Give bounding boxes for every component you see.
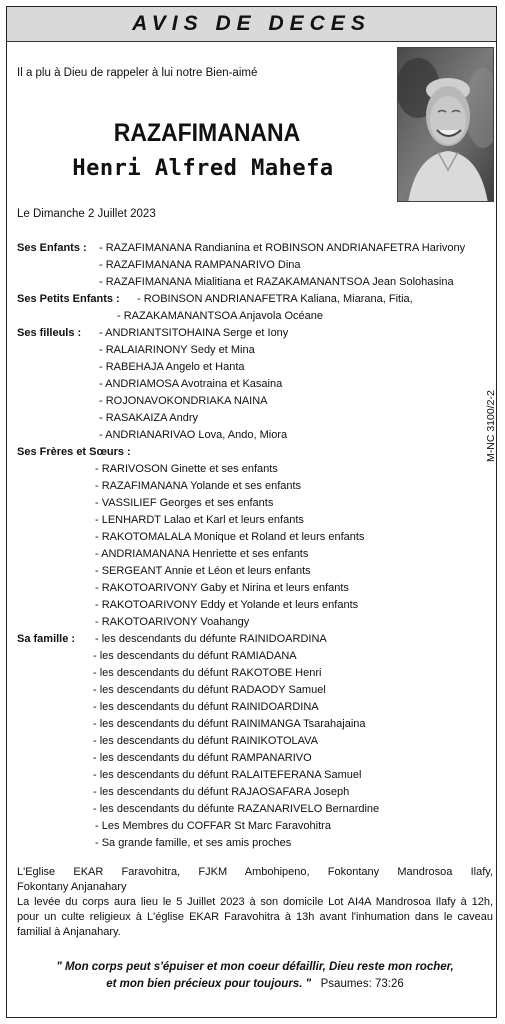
list-item: - les descendants du défunt RAMPANARIVO (93, 752, 312, 764)
levee-line-2: pour un culte religieux à L'église EKAR Faravohitra à 13h avant l'inhumation dans le caveau (17, 911, 493, 923)
eglise-line-2: Fokontany Anjanahary (17, 881, 127, 893)
list-item: - les descendants du défunt RADAODY Samuel (93, 684, 326, 696)
eglise-line-1: L'Eglise EKAR Faravohitra, FJKM Ambohipeno, Fokontany Mandrosoa Ilafy, (17, 866, 493, 878)
petits-enfants-label: Ses Petits Enfants : (17, 293, 120, 305)
list-item: - RAKOTOARIVONY Gaby et Nirina et leurs enfants (95, 582, 349, 594)
list-item: - RAKOTOARIVONY Eddy et Yolande et leurs enfants (95, 599, 359, 611)
intro-text: Il a plu à Dieu de rappeler à lui notre Bien-aimé (17, 67, 258, 79)
famille-label: Sa famille : (17, 633, 76, 645)
list-item: - RARIVOSON Ginette et ses enfants (95, 463, 278, 475)
quote-line-1 (17, 959, 493, 976)
list-item: - RASAKAIZA Andry (99, 412, 199, 424)
deceased-given-names: Henri Alfred Mahefa (72, 156, 334, 181)
list-item: - RABEHAJA Angelo et Hanta (99, 361, 245, 373)
levee-line-3: familial à Anjanahary. (17, 926, 121, 938)
reference-code: M-NC 3100/2-2 (485, 390, 497, 462)
list-item: - ANDRIANARIVAO Lova, Ando, Miora (99, 429, 288, 441)
list-item: - SERGEANT Annie et Léon et leurs enfants (95, 565, 311, 577)
list-item: - RAZAFIMANANA Mialitiana et RAZAKAMANANTSOA Jean Solohasina (99, 276, 454, 288)
list-item: - les descendants du défunte RAZANARIVELO Bernardine (93, 803, 380, 815)
list-item: - RALAIARINONY Sedy et Mina (99, 344, 255, 356)
list-item: - les descendants du défunte RAINIDOARDINA (95, 633, 327, 645)
list-item: - VASSILIEF Georges et ses enfants (95, 497, 274, 509)
list-item: - ANDRIANTSITOHAINA Serge et Iony (99, 327, 289, 339)
list-item: - ANDRIAMOSA Avotraina et Kasaina (99, 378, 283, 390)
death-date: Le Dimanche 2 Juillet 2023 (17, 208, 156, 220)
notice-title: AVIS DE DECES (132, 12, 371, 35)
list-item: - les descendants du défunt RAJAOSAFARA Joseph (93, 786, 350, 798)
quote-text-2: et mon bien précieux pour toujours. " (106, 978, 312, 990)
list-item: - les descendants du défunt RAKOTOBE Henri (93, 667, 322, 679)
list-item: - les descendants du défunt RAINIDOARDINA (93, 701, 319, 713)
deceased-surname: RAZAFIMANANA (113, 119, 301, 147)
list-item: - RAZAFIMANANA RAMPANARIVO Dina (99, 259, 301, 271)
list-item: - les descendants du défunt RALAITEFERANA Samuel (93, 769, 362, 781)
list-item: - RAKOTOARIVONY Voahangy (95, 616, 250, 628)
portrait-image (398, 48, 494, 202)
quote-text-1: " Mon corps peut s'épuiser et mon coeur défaillir, Dieu reste mon rocher, (56, 961, 454, 973)
list-item: - les descendants du défunt RAINIKOTOLAVA (93, 735, 319, 747)
enfants-label: Ses Enfants : (17, 242, 87, 254)
list-item: - RAZAKAMANANTSOA Anjavola Océane (117, 310, 324, 322)
obituary-notice (6, 6, 497, 1018)
list-item: - LENHARDT Lalao et Karl et leurs enfants (95, 514, 304, 526)
quote-line-2 (17, 976, 493, 993)
notice-header (7, 7, 496, 42)
quote-source: Psaumes: 73:26 (320, 978, 404, 990)
freres-soeurs-label: Ses Frères et Sœurs : (17, 446, 131, 458)
list-item: - ANDRIAMANANA Henriette et ses enfants (95, 548, 309, 560)
list-item: - ROBINSON ANDRIANAFETRA Kaliana, Miarana, Fitia, (137, 293, 413, 305)
list-item: - RAKOTOMALALA Monique et Roland et leurs enfants (95, 531, 365, 543)
list-item: - les descendants du défunt RAINIMANGA Tsarahajaina (93, 718, 366, 730)
list-item: - Les Membres du COFFAR St Marc Faravohitra (95, 820, 331, 832)
list-item: - RAZAFIMANANA Randianina et ROBINSON ANDRIANAFETRA Harivony (99, 242, 466, 254)
filleuls-label: Ses filleuls : (17, 327, 82, 339)
levee-line-1: La levée du corps aura lieu le 5 Juillet 2023 à son domicile Lot AI4A Mandrosoa Ilafy à 12h, (17, 896, 493, 908)
list-item: - les descendants du défunt RAMIADANA (93, 650, 297, 662)
portrait-photo (397, 47, 494, 202)
list-item: - RAZAFIMANANA Yolande et ses enfants (95, 480, 302, 492)
list-item: - ROJONAVOKONDRIAKA NAINA (99, 395, 268, 407)
list-item: - Sa grande famille, et ses amis proches (95, 837, 292, 849)
